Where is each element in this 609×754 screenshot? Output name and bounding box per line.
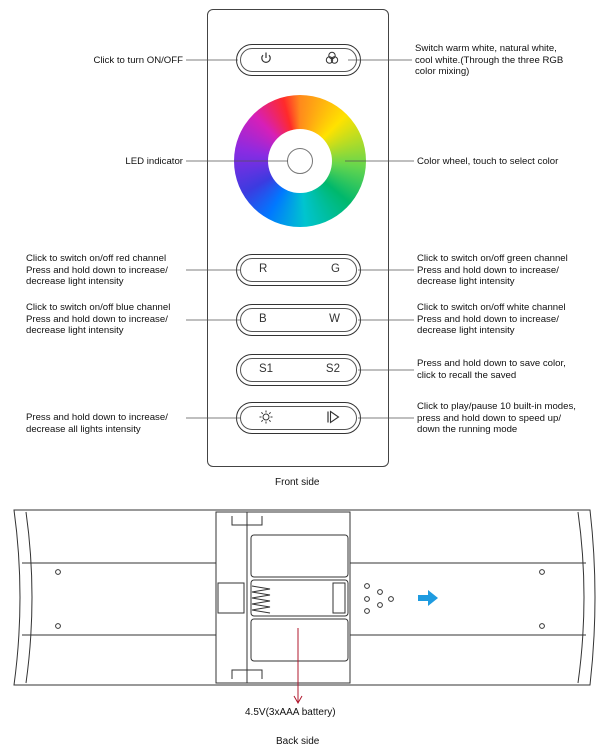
play-pause-icon[interactable] (326, 410, 340, 427)
modes-label: Click to play/pause 10 built-in modes, press and hold down to speed up/ down the running mode (417, 401, 576, 435)
battery-label: 4.5V(3xAAA battery) (245, 707, 336, 718)
blue-channel-label: Click to switch on/off blue channel Press and hold down to increase/ decrease light intensity (26, 302, 171, 336)
rgb-circles-icon[interactable] (324, 51, 340, 68)
white-channel-label: Click to switch on/off white channel Press and hold down to increase/ decrease light intensity (417, 302, 566, 336)
color-wheel-label: Color wheel, touch to select color (417, 156, 559, 167)
front-side-caption: Front side (275, 477, 320, 488)
white-button[interactable]: W (329, 313, 340, 325)
s2-button[interactable]: S2 (325, 363, 340, 375)
on-off-label: Click to turn ON/OFF (93, 55, 183, 66)
brightness-label: Press and hold down to increase/ decrease all lights intensity (26, 412, 168, 435)
red-button[interactable]: R (259, 263, 268, 275)
led-indicator-label: LED indicator (125, 156, 183, 167)
save-color-label: Press and hold down to save color, click to recall the saved (417, 358, 566, 381)
green-channel-label: Click to switch on/off green channel Press and hold down to increase/ decrease light intensity (417, 253, 568, 287)
s1-button[interactable]: S1 (259, 363, 274, 375)
power-icon[interactable] (259, 51, 273, 68)
back-side-caption: Back side (276, 736, 320, 747)
white-mix-label: Switch warm white, natural white, cool white.(Through the three RGB color mixing) (415, 43, 564, 77)
red-channel-label: Click to switch on/off red channel Press and hold down to increase/ decrease light intensity (26, 253, 168, 287)
brightness-icon[interactable] (259, 410, 273, 427)
blue-button[interactable]: B (259, 313, 267, 325)
green-button[interactable]: G (331, 263, 340, 275)
